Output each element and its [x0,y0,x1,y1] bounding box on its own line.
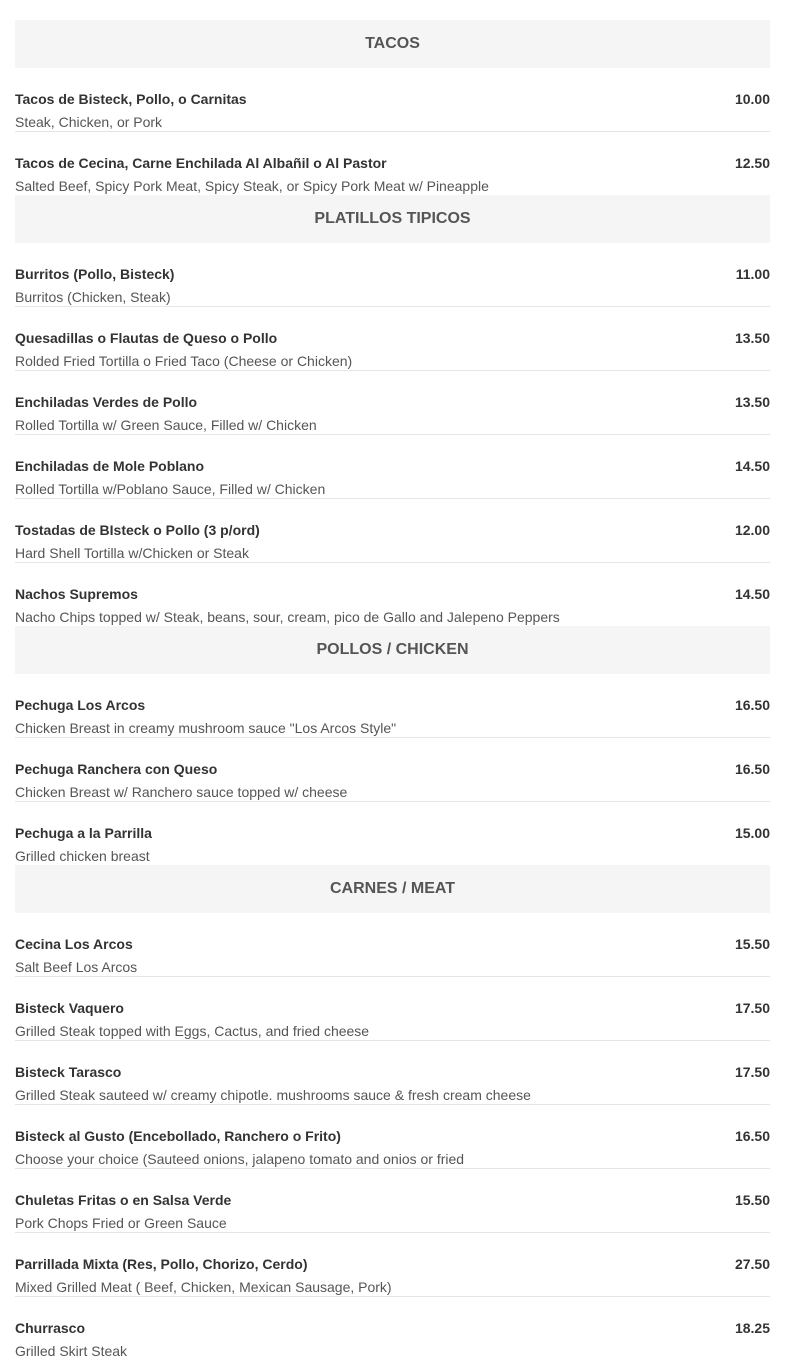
menu-item [15,810,770,865]
section-header: CARNES / MEAT [15,865,770,913]
menu-item [15,76,770,132]
item-price: 17.50 [734,1000,770,1016]
item-price: 11.00 [735,266,770,282]
menu-item [15,1049,770,1105]
item-price: 18.25 [734,1320,770,1336]
item-price: 27.50 [734,1256,770,1272]
item-name: Pechuga a la Parrilla [15,825,152,841]
section-header: PLATILLOS TIPICOS [15,195,770,243]
item-name: Tacos de Bisteck, Pollo, o Carnitas [15,91,247,107]
item-description: Pork Chops Fried or Green Sauce [15,1215,227,1231]
menu-item [15,682,770,738]
item-price: 15.50 [734,1192,770,1208]
item-price: 15.00 [734,825,770,841]
item-name: Pechuga Los Arcos [15,697,146,713]
menu-item [15,1177,770,1233]
menu-item [15,571,770,626]
item-description: Rolled Tortilla w/ Green Sauce, Filled w/ Chicken [15,417,317,433]
item-description: Steak, Chicken, or Pork [15,114,163,130]
item-description: Chicken Breast w/ Ranchero sauce topped w/ cheese [15,784,348,800]
menu-item [15,921,770,977]
item-name: Bisteck Tarasco [15,1064,122,1080]
item-name: Enchiladas Verdes de Pollo [15,394,198,410]
item-name: Bisteck Vaquero [15,1000,124,1016]
item-price: 16.50 [734,761,770,777]
item-price: 14.50 [734,458,770,474]
item-price: 13.50 [734,330,770,346]
section-header: POLLOS / CHICKEN [15,626,770,674]
menu-item [15,746,770,802]
item-description: Chicken Breast in creamy mushroom sauce "Los Arcos Style" [15,720,397,736]
menu-item [15,315,770,371]
item-name: Chuletas Fritas o en Salsa Verde [15,1192,232,1208]
item-name: Tacos de Cecina, Carne Enchilada Al Albañil o Al Pastor [15,155,387,171]
item-description: Grilled chicken breast [15,848,150,864]
item-price: 10.00 [734,91,770,107]
item-description: Rolded Fried Tortilla o Fried Taco (Cheese or Chicken) [15,353,353,369]
item-description: Salt Beef Los Arcos [15,959,138,975]
item-name: Parrillada Mixta (Res, Pollo, Chorizo, Cerdo) [15,1256,308,1272]
item-price: 14.50 [734,586,770,602]
item-description: Mixed Grilled Meat ( Beef, Chicken, Mexican Sausage, Pork) [15,1279,392,1295]
item-description: Nacho Chips topped w/ Steak, beans, sour, cream, pico de Gallo and Jalepeno Peppers [15,609,560,625]
item-name: Burritos (Pollo, Bisteck) [15,266,175,282]
menu-item [15,1113,770,1169]
menu-item [15,140,770,195]
item-name: Enchiladas de Mole Poblano [15,458,205,474]
item-price: 12.00 [734,522,770,538]
menu-item [15,251,770,307]
item-description: Salted Beef, Spicy Pork Meat, Spicy Steak, or Spicy Pork Meat w/ Pineapple [15,178,489,194]
section-header: TACOS [15,20,770,68]
item-description: Burritos (Chicken, Steak) [15,289,171,305]
item-name: Nachos Supremos [15,586,138,602]
menu-item [15,1241,770,1297]
item-description: Choose your choice (Sauteed onions, jalapeno tomato and onios or fried [15,1151,465,1167]
item-name: Cecina Los Arcos [15,936,133,952]
item-price: 16.50 [734,1128,770,1144]
item-price: 16.50 [734,697,770,713]
item-price: 13.50 [734,394,770,410]
menu-item [15,507,770,563]
item-price: 15.50 [734,936,770,952]
item-price: 17.50 [734,1064,770,1080]
menu-list [15,20,770,1360]
item-name: Quesadillas o Flautas de Queso o Pollo [15,330,278,346]
menu-item [15,985,770,1041]
menu-item [15,443,770,499]
item-description: Rolled Tortilla w/Poblano Sauce, Filled w/ Chicken [15,481,326,497]
item-price: 12.50 [734,155,770,171]
item-description: Grilled Skirt Steak [15,1343,128,1359]
item-name: Tostadas de BIsteck o Pollo (3 p/ord) [15,522,260,538]
item-name: Churrasco [15,1320,86,1336]
item-description: Hard Shell Tortilla w/Chicken or Steak [15,545,249,561]
item-description: Grilled Steak topped with Eggs, Cactus, and fried cheese [15,1023,370,1039]
item-description: Grilled Steak sauteed w/ creamy chipotle. mushrooms sauce & fresh cream cheese [15,1087,531,1103]
item-name: Pechuga Ranchera con Queso [15,761,218,777]
item-name: Bisteck al Gusto (Encebollado, Ranchero o Frito) [15,1128,341,1144]
menu-item [15,379,770,435]
menu-item [15,1305,770,1360]
